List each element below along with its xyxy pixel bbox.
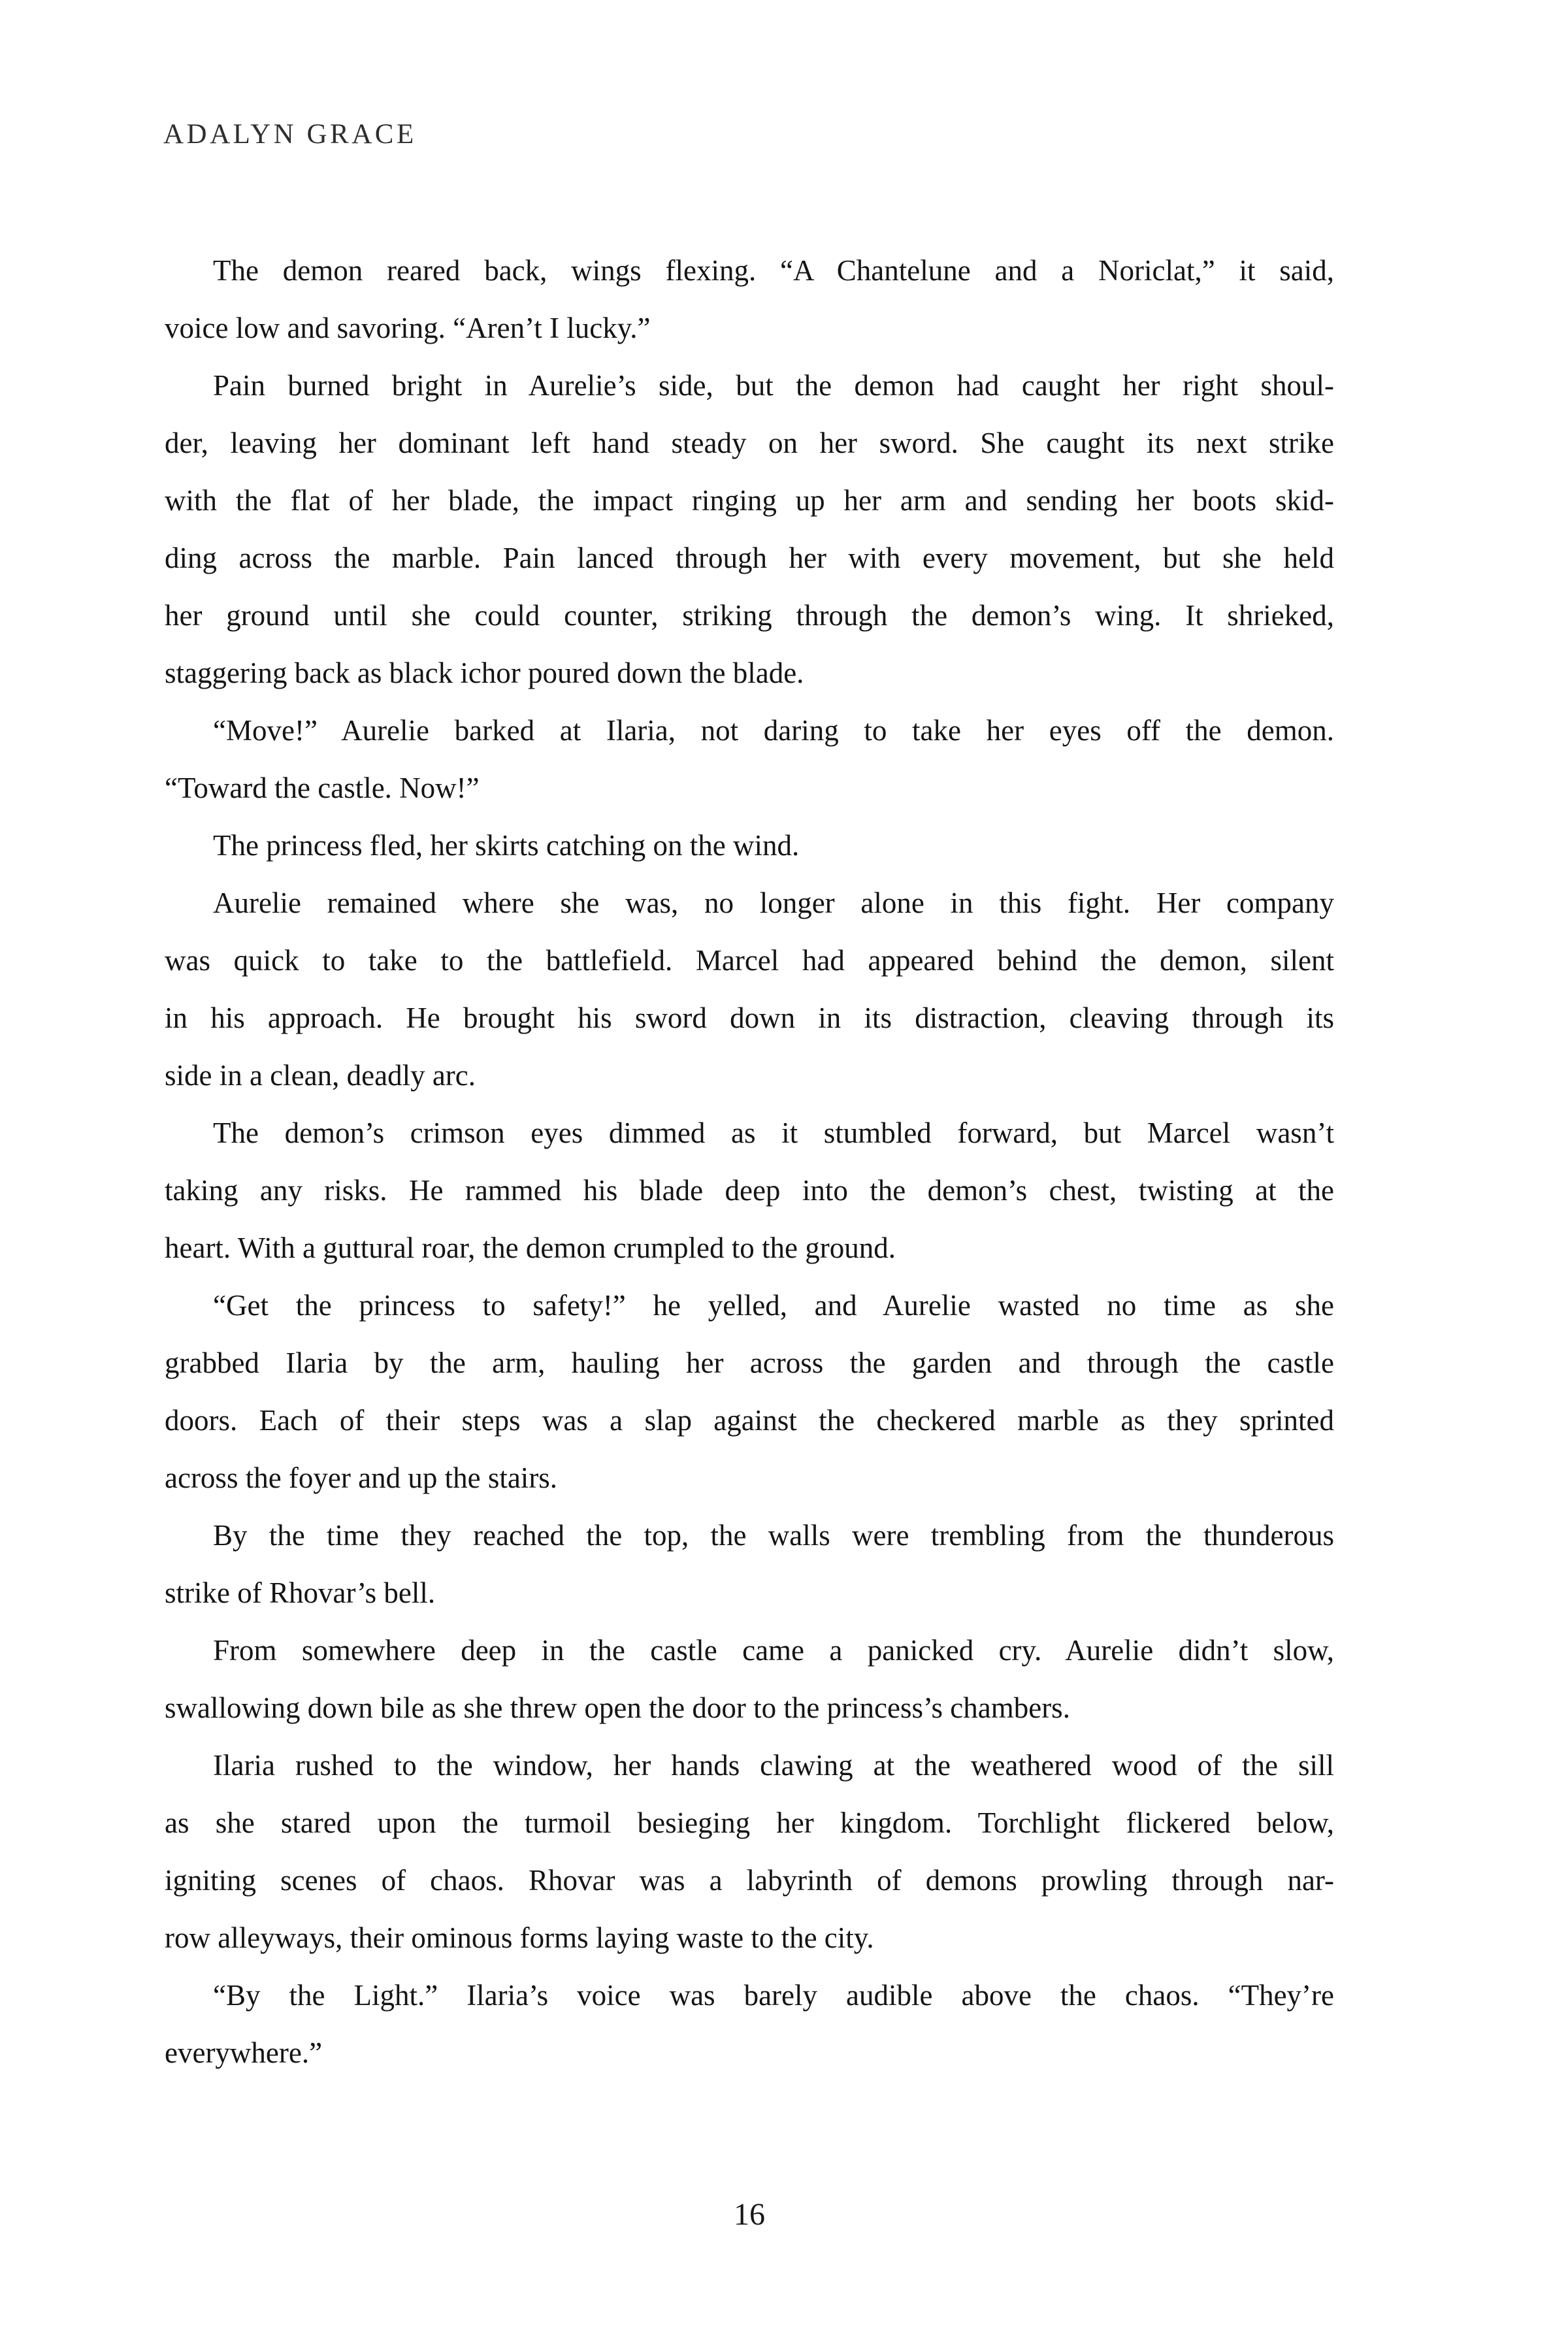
text-line: side in a clean, deadly arc. (165, 1059, 476, 1092)
text-line: The demon reared back, wings flexing. “A Chantelune and a Noriclat,” it said, (213, 254, 1334, 287)
text-line: grabbed Ilaria by the arm, hauling her across the garden and through the castle (165, 1347, 1334, 1379)
text-line: ding across the marble. Pain lanced through her with every movement, but she held (165, 542, 1334, 574)
text-line: her ground until she could counter, striking through the demon’s wing. It shrieked, (165, 599, 1334, 632)
body-text (165, 242, 1334, 2082)
running-header-author: ADALYN GRACE (163, 119, 417, 150)
text-line: taking any risks. He rammed his blade deep into the demon’s chest, twisting at the (165, 1174, 1334, 1207)
text-line: with the flat of her blade, the impact ringing up her arm and sending her boots skid- (165, 484, 1334, 517)
text-line: der, leaving her dominant left hand steady on her sword. She caught its next strike (165, 427, 1334, 459)
text-line: everywhere.” (165, 2036, 323, 2069)
text-line: as she stared upon the turmoil besieging her kingdom. Torchlight flickered below, (165, 1806, 1334, 1839)
text-line: heart. With a guttural roar, the demon crumpled to the ground. (165, 1232, 896, 1264)
text-line: doors. Each of their steps was a slap against the checkered marble as they sprinted (165, 1404, 1334, 1437)
text-line: From somewhere deep in the castle came a panicked cry. Aurelie didn’t slow, (213, 1634, 1334, 1667)
text-line: swallowing down bile as she threw open the door to the princess’s chambers. (165, 1691, 1070, 1724)
text-line: The princess fled, her skirts catching on the wind. (213, 829, 800, 862)
text-line: across the foyer and up the stairs. (165, 1462, 558, 1494)
text-line: Pain burned bright in Aurelie’s side, but the demon had caught her right shoul- (213, 369, 1334, 402)
text-line: igniting scenes of chaos. Rhovar was a labyrinth of demons prowling through nar- (165, 1864, 1334, 1897)
text-line: staggering back as black ichor poured down the blade. (165, 657, 804, 689)
text-line: “Get the princess to safety!” he yelled, and Aurelie wasted no time as she (213, 1289, 1334, 1322)
text-line: in his approach. He brought his sword down in its distraction, cleaving through its (165, 1002, 1334, 1034)
text-line: row alleyways, their ominous forms laying waste to the city. (165, 1921, 874, 1954)
text-line: The demon’s crimson eyes dimmed as it stumbled forward, but Marcel wasn’t (213, 1117, 1334, 1149)
text-line: “Move!” Aurelie barked at Ilaria, not daring to take her eyes off the demon. (213, 714, 1334, 747)
text-line: “By the Light.” Ilaria’s voice was barely audible above the chaos. “They’re (213, 1979, 1334, 2012)
text-line: “Toward the castle. Now!” (165, 772, 480, 804)
text-line: strike of Rhovar’s bell. (165, 1576, 436, 1609)
page-number: 16 (734, 2197, 765, 2232)
text-line: Ilaria rushed to the window, her hands clawing at the weathered wood of the sill (213, 1749, 1334, 1782)
text-line: was quick to take to the battlefield. Marcel had appeared behind the demon, silent (165, 944, 1334, 977)
text-line: voice low and savoring. “Aren’t I lucky.” (165, 312, 651, 344)
text-line: Aurelie remained where she was, no longer alone in this fight. Her company (213, 887, 1334, 919)
text-line: By the time they reached the top, the walls were trembling from the thunderous (213, 1519, 1334, 1552)
